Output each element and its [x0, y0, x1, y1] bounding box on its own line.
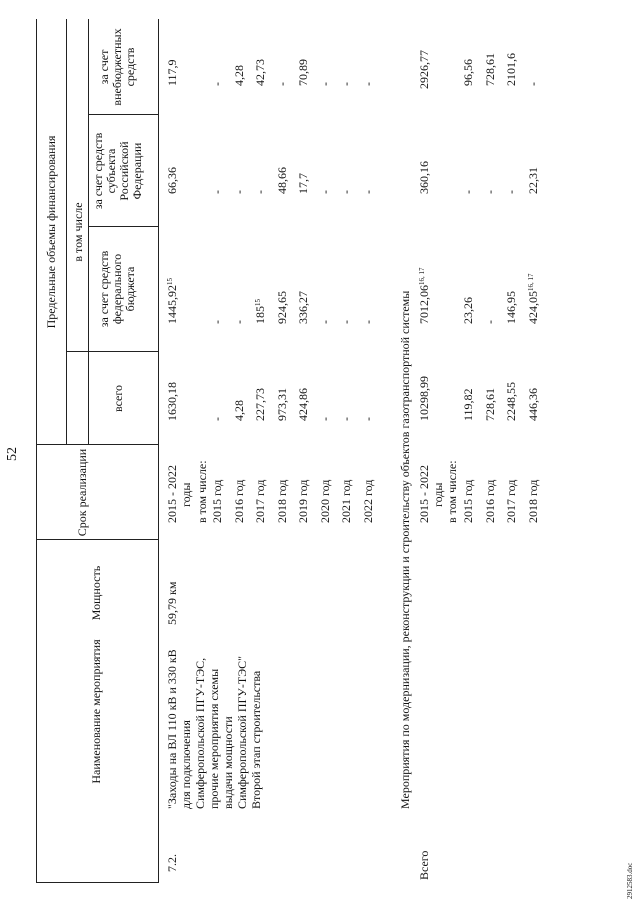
header-subject: за счет средств субъекта Российской Федерации — [91, 132, 144, 210]
year-row-year — [254, 480, 267, 523]
col-border-5 — [88, 114, 158, 115]
year-row-year — [233, 480, 246, 523]
year-row-total — [505, 382, 518, 421]
year-row-offbudget — [254, 59, 267, 86]
item-name-line: Симферопольской ПГУ-ТЭС, — [193, 657, 207, 809]
year-cell-value: 119,82 — [461, 388, 475, 421]
year-row-federal — [276, 291, 289, 324]
item-name-line: прочие мероприятия схемы — [207, 668, 221, 809]
year-cell-value: 23,26 — [461, 297, 475, 324]
header-name: Наименование мероприятия — [89, 639, 103, 784]
year-row-year — [276, 480, 289, 523]
item-name-line: выдачи мощности — [221, 716, 235, 809]
summary-federal — [418, 268, 431, 325]
year-cell-value: - — [339, 320, 353, 324]
year-row-offbudget — [505, 53, 518, 86]
year-cell-value: - — [317, 190, 332, 194]
year-cell-value: 2020 год — [317, 479, 332, 523]
year-row-total — [462, 388, 475, 421]
year-cell-value: - — [339, 190, 353, 194]
year-row-total — [362, 417, 375, 421]
year-row-year — [297, 480, 310, 523]
year-cell-value: 2018 год — [274, 479, 289, 523]
year-row-subject — [254, 190, 267, 194]
year-cell-value: - — [360, 82, 375, 86]
year-cell-value: 70,89 — [296, 59, 310, 86]
year-row-federal — [505, 291, 518, 324]
item-federal-value: 1445,92 — [165, 285, 179, 324]
year-row-subject — [297, 173, 310, 194]
year-row-offbudget — [233, 65, 246, 86]
header-divider-incl — [88, 19, 89, 445]
item-federal — [166, 278, 179, 324]
year-row-federal — [362, 320, 375, 324]
year-row-federal — [297, 291, 310, 324]
header-term: Срок реализации — [75, 448, 89, 537]
item-subject: 66,36 — [165, 167, 179, 194]
table-top-border — [36, 19, 37, 883]
year-cell-value: 2015 год — [461, 479, 475, 523]
year-row-year — [462, 480, 475, 523]
year-row-federal — [527, 274, 540, 325]
year-row-year — [211, 480, 224, 523]
year-row-federal — [319, 320, 332, 324]
item-federal-footnote: 15 — [166, 278, 174, 285]
year-cell-value: - — [317, 417, 332, 421]
year-row-offbudget — [276, 82, 289, 86]
header-offbudget: за счет внебюджетных средств — [97, 28, 137, 106]
year-row-offbudget — [340, 82, 353, 86]
year-row-total — [254, 388, 267, 421]
item-name-line: "Заходы на ВЛ 110 кВ и 330 кВ — [165, 649, 179, 809]
year-cell-value: 2021 год — [339, 479, 353, 523]
year-cell-value: 2015 год — [210, 479, 224, 523]
summary-label: Всего — [417, 850, 431, 880]
year-row-total — [340, 417, 353, 421]
year-cell-value: 4,28 — [231, 65, 246, 86]
year-cell-value: - — [360, 320, 375, 324]
year-row-total — [276, 388, 289, 421]
summary-offbudget: 2926,77 — [417, 50, 431, 89]
year-row-subject — [462, 190, 475, 194]
year-cell-footnote: 16, 17 — [526, 273, 535, 291]
year-cell-value: - — [461, 190, 475, 194]
summary-incl: в том числе: — [445, 460, 459, 523]
header-total: всего — [111, 384, 125, 413]
year-row-subject — [340, 190, 353, 194]
year-cell-value: - — [504, 190, 518, 194]
year-cell-value: 2248,55 — [504, 382, 518, 421]
year-row-year — [505, 480, 518, 523]
year-row-year — [340, 480, 353, 523]
year-cell-footnote: 15 — [254, 299, 262, 306]
year-cell-value: - — [317, 320, 332, 324]
page-number: 52 — [5, 447, 20, 461]
year-row-subject — [319, 190, 332, 194]
year-row-offbudget — [527, 82, 540, 86]
year-cell-value: 728,61 — [482, 388, 497, 421]
header-limits: Предельные объемы финансирования — [44, 135, 58, 329]
col-border-4 — [88, 226, 158, 227]
year-row-total — [319, 417, 332, 421]
year-row-year — [484, 480, 497, 523]
year-cell-value: - — [360, 190, 375, 194]
year-cell-value: 22,31 — [525, 167, 540, 194]
year-row-subject — [484, 190, 497, 194]
year-row-year — [527, 480, 540, 523]
year-cell-value: 185 — [253, 306, 267, 324]
item-term: 2015 - 2022 — [165, 465, 179, 523]
year-row-subject — [276, 167, 289, 194]
year-row-total — [484, 388, 497, 421]
year-cell-value: 2017 год — [253, 479, 267, 523]
item-total: 1630,18 — [165, 382, 179, 421]
year-row-federal — [254, 299, 267, 324]
year-row-subject — [362, 190, 375, 194]
item-name-line: для подключения — [179, 720, 193, 809]
section-title: Мероприятия по модернизации, реконструкции и строительству объектов газотранспортной системы — [398, 290, 412, 809]
header-incl: в том числе — [71, 202, 85, 262]
year-row-total — [211, 417, 224, 421]
year-cell-value: 2016 год — [231, 479, 246, 523]
item-name-line: Симферопольской ПГУ-ТЭС" — [235, 655, 249, 809]
summary-federal-footnote: 16, 17 — [418, 267, 426, 285]
year-cell-value: 2019 год — [296, 479, 310, 523]
year-cell-value: 4,28 — [231, 400, 246, 421]
year-cell-value: - — [210, 320, 224, 324]
year-row-total — [297, 388, 310, 421]
header-bottom-border — [158, 19, 159, 883]
year-cell-value: - — [210, 417, 224, 421]
year-cell-value: 2018 год — [525, 479, 540, 523]
year-row-offbudget — [297, 59, 310, 86]
item-incl: в том числе: — [195, 460, 209, 523]
year-cell-value: - — [231, 320, 246, 324]
header-federal: за счет средств федерального бюджета — [97, 250, 137, 328]
year-row-offbudget — [362, 82, 375, 86]
summary-federal-value: 7012,06 — [417, 285, 431, 324]
year-row-total — [233, 400, 246, 421]
year-cell-value: 48,66 — [274, 167, 289, 194]
year-cell-value: - — [253, 190, 267, 194]
year-cell-value: - — [210, 190, 224, 194]
item-term: годы — [179, 482, 193, 507]
item-number: 7.2. — [165, 854, 179, 872]
year-cell-value: 2016 год — [482, 479, 497, 523]
year-cell-value: 446,36 — [525, 388, 540, 421]
year-row-year — [362, 480, 375, 523]
year-row-year — [319, 480, 332, 523]
year-row-federal — [484, 320, 497, 324]
year-cell-value: - — [482, 320, 497, 324]
year-row-subject — [233, 190, 246, 194]
year-row-offbudget — [484, 53, 497, 86]
year-cell-value: - — [210, 82, 224, 86]
year-cell-value: 2101,6 — [504, 53, 518, 86]
year-row-federal — [211, 320, 224, 324]
year-row-federal — [462, 297, 475, 324]
year-cell-value: 2017 год — [504, 479, 518, 523]
year-cell-value: - — [231, 190, 246, 194]
summary-term: 2015 - 2022 — [417, 465, 431, 523]
year-cell-value: - — [274, 82, 289, 86]
year-cell-value: 2022 год — [360, 479, 375, 523]
year-cell-value: 227,73 — [253, 388, 267, 421]
footer-filename: 2912583.doc — [626, 862, 634, 899]
year-cell-value: - — [525, 82, 540, 86]
summary-subject: 360,16 — [417, 161, 431, 194]
summary-term: годы — [431, 482, 445, 507]
year-row-total — [527, 388, 540, 421]
item-offbudget: 117,9 — [165, 59, 179, 86]
year-row-offbudget — [462, 59, 475, 86]
year-cell-value: - — [360, 417, 375, 421]
year-cell-value: - — [339, 417, 353, 421]
year-cell-value: 17,7 — [296, 173, 310, 194]
item-name-line: Второй этап строительства — [249, 670, 263, 809]
header-power: Мощность — [89, 565, 103, 621]
year-cell-value: 424,05 — [525, 291, 540, 324]
year-row-offbudget — [319, 82, 332, 86]
year-cell-value: - — [317, 82, 332, 86]
year-cell-value: - — [482, 190, 497, 194]
year-cell-value: 336,27 — [296, 291, 310, 324]
year-cell-value: 146,95 — [504, 291, 518, 324]
summary-total: 10298,99 — [417, 376, 431, 421]
year-cell-value: - — [339, 82, 353, 86]
year-row-offbudget — [211, 82, 224, 86]
year-cell-value: 96,56 — [461, 59, 475, 86]
year-cell-value: 424,86 — [296, 388, 310, 421]
year-cell-value: 728,61 — [482, 53, 497, 86]
year-row-subject — [527, 167, 540, 194]
year-row-federal — [340, 320, 353, 324]
year-row-subject — [211, 190, 224, 194]
year-cell-value: 973,31 — [274, 388, 289, 421]
year-cell-value: 924,65 — [274, 291, 289, 324]
year-cell-value: 42,73 — [253, 59, 267, 86]
year-row-federal — [233, 320, 246, 324]
header-divider-limits — [66, 19, 67, 445]
item-power: 59,79 км — [165, 581, 179, 625]
year-row-subject — [505, 190, 518, 194]
